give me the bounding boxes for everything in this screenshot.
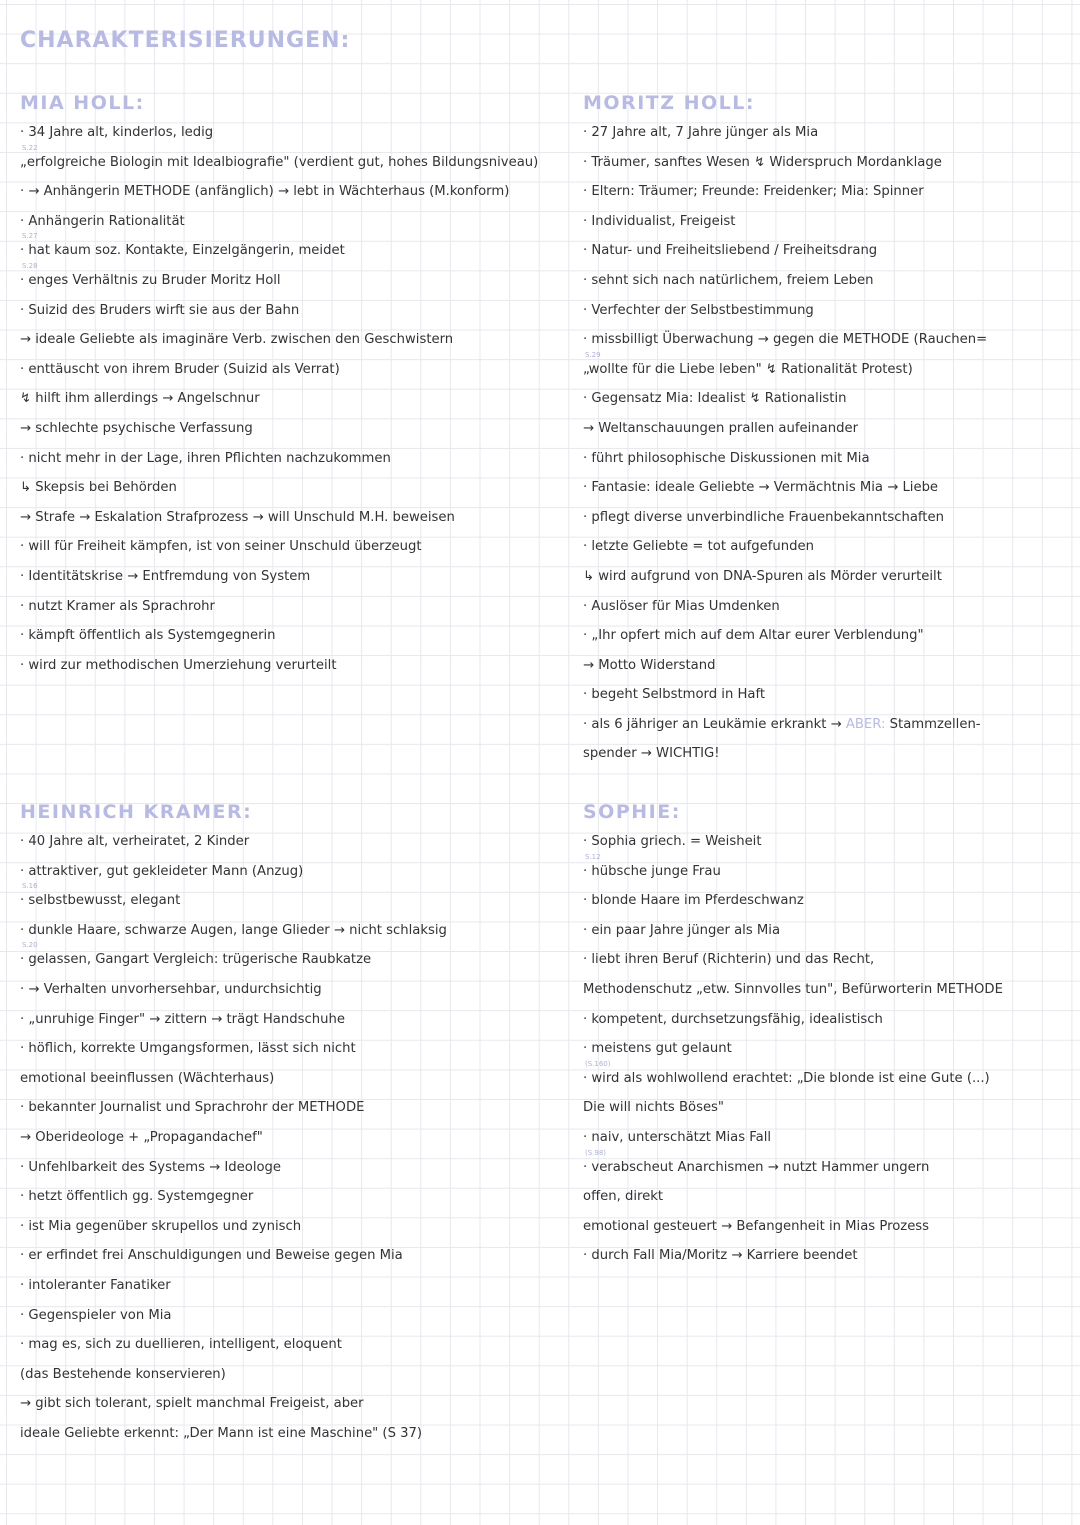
note-text: · Unfehlbarkeit des Systems → Ideologe (20, 1159, 282, 1175)
note-text: · will für Freiheit kämpfen, ist von seiner Unschuld überzeugt (20, 539, 422, 555)
note-text: Methodenschutz „etw. Sinnvolles tun", Befürworterin METHODE (583, 981, 1003, 997)
notes-list (583, 118, 1063, 769)
page-reference: (S.98) (585, 1148, 607, 1157)
note-text: · liebt ihren Beruf (Richterin) und das Recht, (583, 952, 875, 968)
note-text: · sehnt sich nach natürlichem, freiem Leben (583, 272, 874, 288)
note-line (20, 1389, 560, 1419)
note-text: → Oberideologe + „Propagandachef" (20, 1129, 263, 1145)
note-text: · → Verhalten unvorhersehbar, undurchsichtig (20, 981, 322, 997)
note-line (20, 143, 560, 178)
note-text: · blonde Haare im Pferdeschwanz (583, 893, 804, 909)
note-line (20, 355, 560, 385)
note-line (583, 325, 1063, 355)
note-line (20, 503, 560, 533)
note-text: · enges Verhältnis zu Bruder Moritz Holl (20, 272, 281, 288)
note-line (20, 1064, 560, 1094)
note-line (20, 882, 560, 916)
note-text: · Fantasie: ideale Geliebte → Vermächtnis Mia → Liebe (583, 480, 939, 496)
note-line (20, 1034, 560, 1064)
note-line (583, 1005, 1063, 1035)
note-text: · begeht Selbstmord in Haft (583, 687, 766, 703)
note-text: · Gegenspieler von Mia (20, 1307, 172, 1323)
note-line (20, 444, 560, 474)
note-line (583, 532, 1063, 562)
note-text: · Auslöser für Mias Umdenken (583, 598, 780, 614)
note-text: ideale Geliebte erkennt: „Der Mann ist eine Maschine" (S 37) (20, 1425, 423, 1441)
section-moritz-holl (583, 88, 1063, 769)
note-text: · ist Mia gegenüber skrupellos und zynisch (20, 1218, 302, 1234)
note-text-tail: Stammzellen- (885, 716, 981, 732)
section-heading: MORITZ HOLL: (583, 92, 755, 114)
note-text: → Motto Widerstand (583, 657, 716, 673)
note-text: · kämpft öffentlich als Systemgegnerin (20, 628, 276, 644)
note-text: · kompetent, durchsetzungsfähig, idealistisch (583, 1011, 883, 1027)
page-reference: S.29 (585, 350, 601, 359)
note-line (583, 1212, 1063, 1242)
note-line (20, 975, 560, 1005)
note-line (583, 296, 1063, 326)
note-line (20, 621, 560, 651)
note-text: „wollte für die Liebe leben" ↯ Rationalität Protest) (583, 361, 913, 377)
note-text: · wird als wohlwollend erachtet: „Die blonde ist eine Gute (...) (583, 1070, 990, 1086)
note-line (583, 680, 1063, 710)
note-text: · gelassen, Gangart Vergleich: trügerische Raubkatze (20, 952, 372, 968)
note-line (583, 207, 1063, 237)
section-heinrich-kramer (20, 797, 560, 1448)
note-text: offen, direkt (583, 1189, 664, 1205)
note-line (583, 621, 1063, 651)
note-text: · Identitätskrise → Entfremdung von System (20, 568, 311, 584)
note-text: ↳ Skepsis bei Behörden (20, 480, 177, 496)
note-text: · Natur- und Freiheitsliebend / Freiheitsdrang (583, 243, 878, 259)
note-text: · selbstbewusst, elegant (20, 893, 181, 909)
note-text: · Suizid des Bruders wirft sie aus der Bahn (20, 302, 300, 318)
note-text: · attraktiver, gut gekleideter Mann (Anzug) (20, 863, 304, 879)
notes-list (20, 118, 560, 680)
note-line (583, 975, 1063, 1005)
note-line (583, 562, 1063, 592)
note-line (583, 1148, 1063, 1183)
accent-text: ABER: (845, 716, 886, 732)
note-line (20, 177, 560, 207)
note-line (583, 945, 1063, 975)
note-text: · 40 Jahre alt, verheiratet, 2 Kinder (20, 834, 250, 849)
note-line (20, 296, 560, 326)
note-text: · intoleranter Fanatiker (20, 1277, 171, 1293)
note-line (583, 916, 1063, 946)
note-text: · Eltern: Träumer; Freunde: Freidenker; Mia: Spinner (583, 184, 924, 200)
note-text: · hübsche junge Frau (583, 863, 721, 879)
note-line (20, 1093, 560, 1123)
note-text: · hat kaum soz. Kontakte, Einzelgängerin, meidet (20, 243, 345, 259)
note-line (20, 261, 560, 296)
note-line (583, 1059, 1063, 1094)
note-text: ↳ wird aufgrund von DNA-Spuren als Mörder verurteilt (583, 568, 942, 584)
note-text: · hetzt öffentlich gg. Systemgegner (20, 1189, 254, 1205)
note-line (20, 1360, 560, 1390)
note-line (583, 384, 1063, 414)
page-title: CHARAKTERISIERUNGEN: (20, 28, 351, 53)
note-line (20, 651, 560, 681)
note-text: · Gegensatz Mia: Idealist ↯ Rationalistin (583, 391, 847, 407)
note-line (583, 1034, 1063, 1064)
note-text: · ein paar Jahre jünger als Mia (583, 922, 781, 938)
note-text: · 27 Jahre alt, 7 Jahre jünger als Mia (583, 125, 819, 140)
note-line (583, 266, 1063, 296)
section-heading: MIA HOLL: (20, 92, 145, 114)
note-line (583, 444, 1063, 474)
note-line (20, 1241, 560, 1271)
note-line (20, 857, 560, 887)
note-line (20, 1005, 560, 1035)
note-text: · Anhängerin Rationalität (20, 213, 185, 229)
note-text: (das Bestehende konservieren) (20, 1366, 226, 1382)
note-text: Die will nichts Böses" (583, 1100, 724, 1116)
note-line (583, 852, 1063, 887)
note-text: · Verfechter der Selbstbestimmung (583, 302, 814, 318)
note-line (20, 207, 560, 237)
note-text: · meistens gut gelaunt (583, 1041, 732, 1057)
note-text: · Individualist, Freigeist (583, 213, 736, 229)
note-text: → schlechte psychische Verfassung (20, 420, 253, 436)
note-text: · → Anhängerin METHODE (anfänglich) → lebt in Wächterhaus (M.konform) (20, 184, 510, 200)
note-text: · durch Fall Mia/Moritz → Karriere beendet (583, 1248, 858, 1264)
note-text: · mag es, sich zu duellieren, intelligent, eloquent (20, 1337, 342, 1353)
note-text: emotional beeinflussen (Wächterhaus) (20, 1070, 275, 1086)
note-line (20, 1419, 560, 1449)
section-heading: SOPHIE: (583, 801, 681, 823)
note-text: spender → WICHTIG! (583, 746, 720, 762)
note-line (583, 827, 1063, 857)
note-text: → ideale Geliebte als imaginäre Verb. zwischen den Geschwistern (20, 332, 454, 348)
note-line (583, 1123, 1063, 1153)
section-sophie (583, 797, 1063, 1271)
section-heading: HEINRICH KRAMER: (20, 801, 253, 823)
note-text: · dunkle Haare, schwarze Augen, lange Glieder → nicht schlaksig (20, 922, 447, 938)
notes-list (583, 827, 1063, 1271)
note-text: · nicht mehr in der Lage, ihren Pflichten nachzukommen (20, 450, 391, 466)
note-text: → Strafe → Eskalation Strafprozess → will Unschuld M.H. beweisen (20, 509, 455, 525)
note-line (583, 236, 1063, 266)
note-line (20, 1153, 560, 1183)
note-text: · bekannter Journalist und Sprachrohr der METHODE (20, 1100, 365, 1116)
note-line (20, 1301, 560, 1331)
note-text: → gibt sich tolerant, spielt manchmal Freigeist, aber (20, 1396, 364, 1412)
note-text: · pflegt diverse unverbindliche Frauenbekanntschaften (583, 509, 944, 525)
note-text: · wird zur methodischen Umerziehung verurteilt (20, 657, 337, 673)
page-reference: S.12 (585, 852, 601, 861)
note-line (583, 739, 1063, 769)
note-text: → Weltanschauungen prallen aufeinander (583, 420, 858, 436)
note-text: emotional gesteuert → Befangenheit in Mias Prozess (583, 1218, 930, 1234)
note-line (583, 1093, 1063, 1123)
note-line (20, 325, 560, 355)
page-reference: S.20 (22, 941, 38, 950)
note-text: „erfolgreiche Biologin mit Idealbiografie" (verdient gut, hohes Bildungsniveau) (20, 154, 539, 170)
note-line (583, 592, 1063, 622)
note-line (20, 1330, 560, 1360)
note-text: · 34 Jahre alt, kinderlos, ledig (20, 125, 214, 140)
section-mia-holl (20, 88, 560, 680)
note-text: · „unruhige Finger" → zittern → trägt Handschuhe (20, 1011, 345, 1027)
note-text: · höflich, korrekte Umgangsformen, lässt sich nicht (20, 1041, 356, 1057)
note-text: · Träumer, sanftes Wesen ↯ Widerspruch Mordanklage (583, 154, 942, 170)
note-line (20, 592, 560, 622)
note-line (583, 1182, 1063, 1212)
note-line (583, 148, 1063, 178)
note-line (20, 1123, 560, 1153)
note-text: · Sophia griech. = Weisheit (583, 834, 762, 849)
note-text: · missbilligt Überwachung → gegen die METHODE (Rauchen= (583, 332, 988, 348)
note-line (20, 414, 560, 444)
note-line (20, 562, 560, 592)
note-line (20, 941, 560, 975)
note-line (20, 1182, 560, 1212)
page-reference: (S.160) (585, 1059, 611, 1068)
note-text: · verabscheut Anarchismen → nutzt Hammer ungern (583, 1159, 930, 1175)
note-line (583, 350, 1063, 385)
note-text: · führt philosophische Diskussionen mit Mia (583, 450, 870, 466)
note-line (583, 1241, 1063, 1271)
note-line (583, 503, 1063, 533)
note-line (20, 118, 560, 148)
note-line (20, 1212, 560, 1242)
note-line (583, 473, 1063, 503)
note-line (583, 118, 1063, 148)
note-line (583, 886, 1063, 916)
note-line (583, 710, 1063, 740)
note-line (20, 916, 560, 946)
note-text: · „Ihr opfert mich auf dem Altar eurer Verblendung" (583, 628, 924, 644)
notes-list (20, 827, 560, 1448)
note-line (583, 414, 1063, 444)
note-text: · er erfindet frei Anschuldigungen und Beweise gegen Mia (20, 1248, 403, 1264)
page-reference: S.22 (22, 143, 38, 152)
note-text: · enttäuscht von ihrem Bruder (Suizid als Verrat) (20, 361, 340, 377)
note-text: ↯ hilft ihm allerdings → Angelschnur (20, 391, 260, 407)
note-line (20, 532, 560, 562)
note-line (583, 177, 1063, 207)
note-text: · letzte Geliebte = tot aufgefunden (583, 539, 814, 555)
note-text: · als 6 jähriger an Leukämie erkrankt → (583, 716, 846, 732)
page-reference: S.16 (22, 882, 38, 891)
note-text: · naiv, unterschätzt Mias Fall (583, 1129, 772, 1145)
note-line (20, 1271, 560, 1301)
page-reference: S.27 (22, 232, 38, 241)
page-reference: S.28 (22, 261, 38, 270)
note-line (20, 827, 560, 857)
note-text: · nutzt Kramer als Sprachrohr (20, 598, 215, 614)
note-line (20, 473, 560, 503)
note-line (20, 232, 560, 266)
note-line (583, 651, 1063, 681)
note-line (20, 384, 560, 414)
